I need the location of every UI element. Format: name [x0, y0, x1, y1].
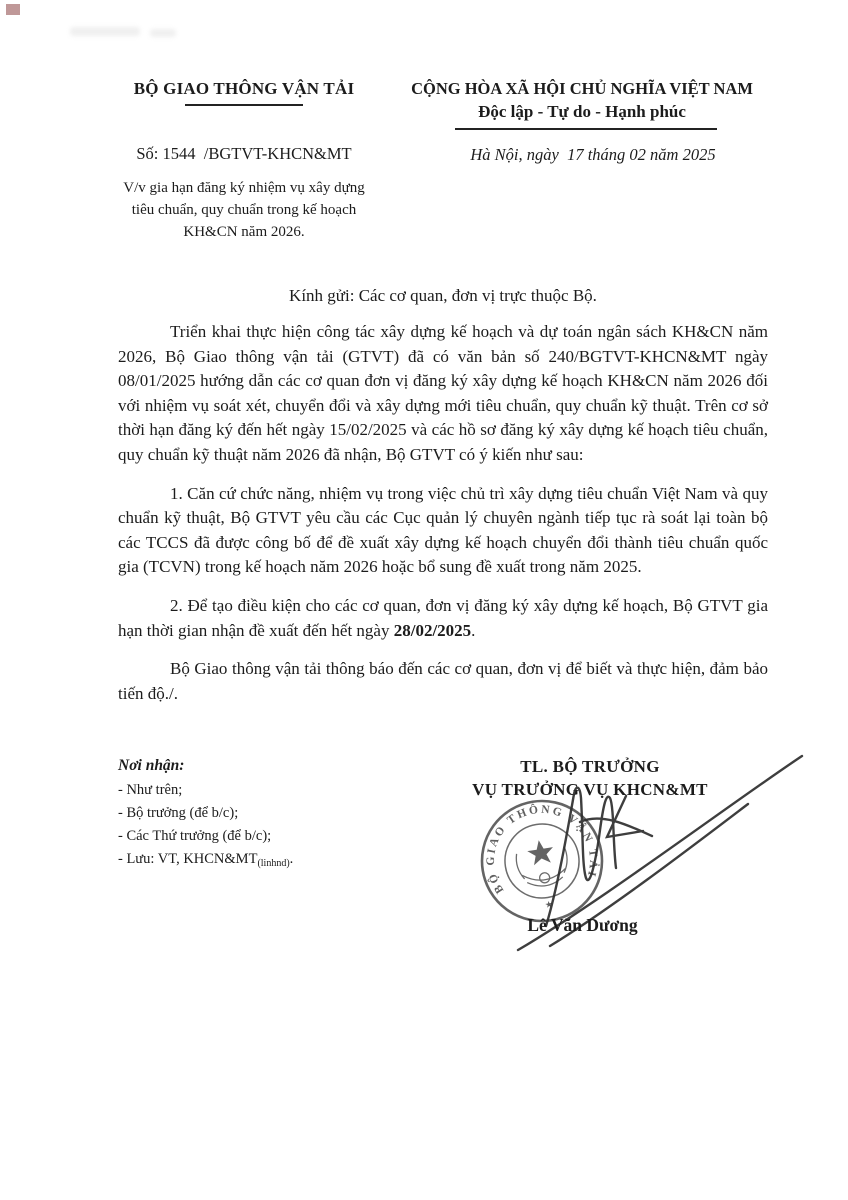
deadline-date: 28/02/2025	[393, 620, 472, 640]
national-motto: Độc lập - Tự do - Hạnh phúc	[478, 102, 686, 121]
paragraph-closing: Bộ Giao thông vận tải thông báo đến các cơ quan, đơn vị để biết và thực hiện, đảm bảo tiến độ./.	[118, 659, 768, 703]
motto-underline	[455, 128, 717, 130]
signer-title-line1: TL. BỘ TRƯỞNG	[520, 757, 660, 776]
recipient-item-archive	[118, 848, 423, 875]
issuing-org-name: BỘ GIAO THÔNG VẬN TẢI	[133, 79, 355, 98]
paragraph-item-2	[118, 594, 768, 643]
scan-artifact-mark	[6, 4, 20, 15]
official-seal-icon	[473, 792, 610, 929]
recipients-label: Nơi nhận:	[118, 757, 185, 774]
paragraph-intro: Triển khai thực hiện công tác xây dựng kế hoạch và dự toán ngân sách KH&CN năm 2026, Bộ Giao thông vận tải (GTVT) đã có văn bản số 240/BGTVT-KHCN&MT ngày 08/01/2025 hướng dẫn các cơ quan đơn vị đăng ký xây dựng kế hoạch KH&CN năm 2026 đối với nhiệm vụ soát xét, chuyển đổi và xây dựng mới tiêu chuẩn, quy chuẩn kỹ thuật. Trên cơ sở thời hạn đăng ký đến hết ngày 15/02/2025 và các hồ sơ đăng ký xây dựng kế hoạch tiêu chuẩn, quy chuẩn kỹ thuật năm 2026 đã nhận, Bộ GTVT có ý kiến như sau:	[118, 322, 768, 464]
salutation-line: Kính gửi: Các cơ quan, đơn vị trực thuộc Bộ.	[289, 286, 597, 305]
recipients-block	[118, 754, 423, 875]
svg-text:BỘ GIAO THÔNG VẬN TẢI	[474, 793, 604, 897]
scan-smudge	[150, 29, 176, 37]
recipient-item: - Như trên;	[118, 782, 183, 798]
paragraph-item-2-period: .	[471, 620, 476, 640]
paragraph-item-2-text: 2. Để tạo điều kiện cho các cơ quan, đơn vị đăng ký xây dựng kế hoạch, Bộ GTVT gia hạn thời gian nhận đề xuất đến hết ngày	[118, 595, 768, 640]
archive-clerk-code: (linhnd)	[257, 858, 290, 869]
national-title: CỘNG HÒA XÃ HỘI CHỦ NGHĨA VIỆT NAM	[411, 79, 753, 98]
scan-smudge	[70, 27, 140, 36]
recipient-item: - Các Thứ trưởng (để b/c);	[118, 828, 272, 844]
signer-title-block	[425, 755, 755, 801]
paragraph-item-1: 1. Căn cứ chức năng, nhiệm vụ trong việc chủ trì xây dựng tiêu chuẩn Việt Nam và quy chuẩn kỹ thuật, Bộ GTVT yêu cầu các Cục quản lý chuyên ngành tiếp tục rà soát lại toàn bộ các TCCS đã được công bố để đề xuất xây dựng kế hoạch chuyển đổi thành tiêu chuẩn quốc gia (TCVN) trong kế hoạch năm 2026 hoặc bổ sung đề xuất trong năm 2025.	[118, 483, 768, 577]
signer-title-line2: VỤ TRƯỞNG VỤ KHCN&MT	[472, 780, 708, 799]
place-and-date: Hà Nội, ngày 17 tháng 02 năm 2025	[470, 145, 716, 164]
letter-body	[118, 320, 768, 720]
recipient-item: - Bộ trưởng (để b/c);	[118, 805, 239, 821]
document-subject: V/v gia hạn đăng ký nhiệm vụ xây dựng tiêu chuẩn, quy chuẩn trong kế hoạch KH&CN năm 2026.	[123, 180, 365, 240]
document-number: Số: 1544 /BGTVT-KHCN&MT	[136, 144, 352, 163]
org-name-underline	[185, 104, 303, 106]
archive-period: .	[289, 851, 294, 867]
archive-text: - Lưu: VT, KHCN&MT	[118, 851, 258, 867]
seal-ring-text: BỘ GIAO THÔNG VẬN TẢI	[484, 803, 600, 896]
seal-emblem-icon	[514, 836, 571, 889]
seal-star-separator: ★	[544, 898, 554, 911]
signer-name: Lê Văn Dương	[527, 915, 638, 935]
